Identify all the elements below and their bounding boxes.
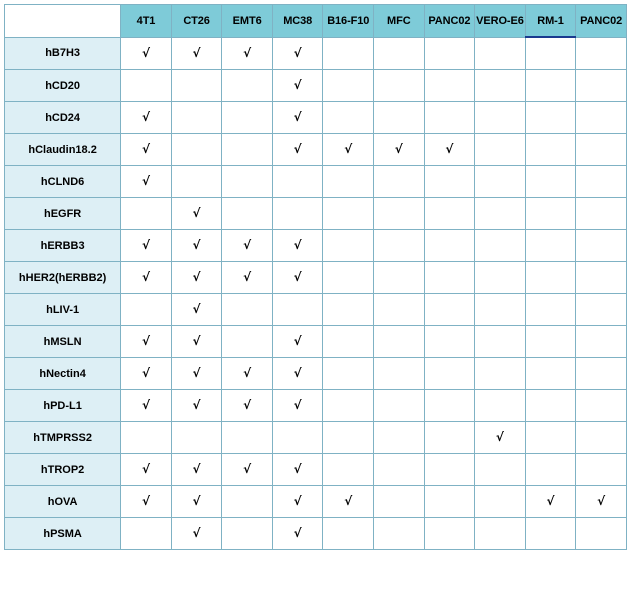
matrix-cell-marked	[121, 454, 172, 486]
check-mark-icon: √	[141, 110, 150, 124]
matrix-cell-empty	[222, 486, 273, 518]
check-mark-icon: √	[192, 494, 201, 508]
row-header: hLIV-1	[5, 294, 121, 326]
matrix-cell-marked	[272, 230, 323, 262]
matrix-cell-marked	[272, 390, 323, 422]
check-mark-icon: √	[192, 302, 201, 316]
check-mark-icon: √	[293, 238, 302, 252]
matrix-cell-empty	[374, 37, 425, 70]
matrix-cell-empty	[171, 422, 222, 454]
check-mark-icon: √	[293, 366, 302, 380]
matrix-cell-marked	[424, 134, 475, 166]
table-row	[5, 37, 627, 70]
matrix-cell-marked	[171, 198, 222, 230]
matrix-cell-marked	[171, 358, 222, 390]
matrix-cell-empty	[424, 358, 475, 390]
matrix-cell-marked	[121, 230, 172, 262]
matrix-cell-empty	[374, 166, 425, 198]
matrix-cell-marked	[121, 486, 172, 518]
matrix-cell-empty	[525, 358, 576, 390]
matrix-cell-empty	[475, 70, 526, 102]
matrix-cell-empty	[576, 37, 627, 70]
check-mark-icon: √	[192, 334, 201, 348]
row-header: hERBB3	[5, 230, 121, 262]
check-mark-icon: √	[192, 238, 201, 252]
matrix-cell-empty	[576, 294, 627, 326]
row-header: hCD20	[5, 70, 121, 102]
matrix-cell-marked	[272, 134, 323, 166]
matrix-cell-empty	[323, 454, 374, 486]
matrix-cell-empty	[475, 37, 526, 70]
matrix-cell-empty	[323, 262, 374, 294]
table-body	[5, 37, 627, 550]
matrix-cell-empty	[121, 70, 172, 102]
matrix-cell-marked	[171, 37, 222, 70]
matrix-cell-empty	[323, 422, 374, 454]
matrix-cell-empty	[424, 70, 475, 102]
matrix-cell-empty	[525, 326, 576, 358]
check-mark-icon: √	[293, 45, 302, 60]
matrix-cell-empty	[475, 518, 526, 550]
matrix-cell-empty	[424, 37, 475, 70]
matrix-cell-empty	[576, 102, 627, 134]
matrix-cell-empty	[424, 262, 475, 294]
matrix-cell-empty	[475, 390, 526, 422]
matrix-cell-marked	[171, 454, 222, 486]
row-header: hPD-L1	[5, 390, 121, 422]
column-header: PANC02	[576, 5, 627, 38]
matrix-cell-empty	[576, 454, 627, 486]
matrix-cell-marked	[121, 134, 172, 166]
check-mark-icon: √	[293, 398, 302, 412]
matrix-cell-empty	[171, 70, 222, 102]
check-mark-icon: √	[344, 142, 353, 156]
matrix-cell-empty	[424, 230, 475, 262]
matrix-cell-empty	[424, 454, 475, 486]
column-header: MC38	[272, 5, 323, 38]
matrix-cell-empty	[475, 102, 526, 134]
check-mark-icon: √	[293, 334, 302, 348]
matrix-cell-empty	[424, 486, 475, 518]
matrix-cell-empty	[121, 518, 172, 550]
check-mark-icon: √	[243, 270, 252, 284]
table-row	[5, 230, 627, 262]
check-mark-icon: √	[141, 45, 150, 60]
check-mark-icon: √	[141, 174, 150, 188]
matrix-cell-empty	[323, 518, 374, 550]
row-header: hEGFR	[5, 198, 121, 230]
table-row	[5, 518, 627, 550]
matrix-cell-empty	[222, 518, 273, 550]
check-mark-icon: √	[243, 45, 252, 60]
matrix-cell-empty	[576, 326, 627, 358]
table-row	[5, 326, 627, 358]
matrix-cell-marked	[121, 358, 172, 390]
matrix-cell-empty	[374, 486, 425, 518]
row-header: hMSLN	[5, 326, 121, 358]
matrix-cell-empty	[374, 198, 425, 230]
matrix-cell-marked	[222, 390, 273, 422]
matrix-cell-empty	[424, 198, 475, 230]
matrix-cell-empty	[374, 454, 425, 486]
matrix-cell-empty	[323, 326, 374, 358]
matrix-cell-empty	[525, 102, 576, 134]
row-header: hCD24	[5, 102, 121, 134]
row-header: hTROP2	[5, 454, 121, 486]
check-mark-icon: √	[192, 526, 201, 540]
matrix-cell-marked	[121, 102, 172, 134]
check-mark-icon: √	[192, 206, 201, 220]
matrix-cell-empty	[576, 198, 627, 230]
matrix-cell-empty	[171, 134, 222, 166]
matrix-cell-marked	[272, 486, 323, 518]
check-mark-icon: √	[243, 238, 252, 252]
table-header	[5, 5, 627, 38]
matrix-cell-marked	[222, 454, 273, 486]
check-mark-icon: √	[293, 462, 302, 476]
table-row	[5, 486, 627, 518]
check-mark-icon: √	[445, 142, 454, 156]
matrix-cell-marked	[171, 390, 222, 422]
column-header: 4T1	[121, 5, 172, 38]
matrix-cell-marked	[272, 70, 323, 102]
matrix-cell-empty	[222, 70, 273, 102]
matrix-cell-empty	[525, 422, 576, 454]
matrix-cell-empty	[323, 390, 374, 422]
matrix-cell-marked	[272, 518, 323, 550]
matrix-cell-empty	[475, 262, 526, 294]
check-mark-icon: √	[141, 494, 150, 508]
matrix-cell-marked	[171, 486, 222, 518]
matrix-cell-empty	[424, 294, 475, 326]
matrix-cell-empty	[525, 454, 576, 486]
matrix-cell-empty	[222, 102, 273, 134]
table-row	[5, 198, 627, 230]
matrix-cell-empty	[525, 262, 576, 294]
matrix-cell-marked	[323, 486, 374, 518]
row-header: hB7H3	[5, 37, 121, 70]
matrix-cell-empty	[323, 70, 374, 102]
check-mark-icon: √	[293, 494, 302, 508]
row-header: hPSMA	[5, 518, 121, 550]
check-mark-icon: √	[293, 142, 302, 156]
matrix-cell-marked	[121, 166, 172, 198]
matrix-cell-empty	[374, 294, 425, 326]
check-mark-icon: √	[243, 462, 252, 476]
table-row	[5, 294, 627, 326]
matrix-cell-empty	[525, 294, 576, 326]
matrix-cell-empty	[222, 198, 273, 230]
matrix-cell-empty	[222, 166, 273, 198]
matrix-cell-empty	[374, 390, 425, 422]
matrix-cell-marked	[121, 37, 172, 70]
matrix-cell-empty	[525, 198, 576, 230]
matrix-cell-empty	[323, 358, 374, 390]
matrix-cell-empty	[323, 198, 374, 230]
matrix-cell-marked	[272, 326, 323, 358]
matrix-cell-empty	[323, 230, 374, 262]
matrix-cell-empty	[374, 518, 425, 550]
check-mark-icon: √	[141, 238, 150, 252]
check-mark-icon: √	[495, 430, 504, 444]
column-header: B16-F10	[323, 5, 374, 38]
table-row	[5, 102, 627, 134]
matrix-cell-empty	[475, 486, 526, 518]
matrix-cell-empty	[222, 422, 273, 454]
matrix-cell-marked	[475, 422, 526, 454]
column-header: EMT6	[222, 5, 273, 38]
matrix-cell-empty	[374, 102, 425, 134]
matrix-cell-empty	[424, 390, 475, 422]
matrix-cell-empty	[424, 166, 475, 198]
matrix-cell-empty	[576, 230, 627, 262]
matrix-cell-empty	[121, 198, 172, 230]
matrix-cell-marked	[272, 262, 323, 294]
matrix-cell-empty	[525, 390, 576, 422]
matrix-cell-empty	[374, 70, 425, 102]
check-mark-icon: √	[293, 526, 302, 540]
table-row	[5, 166, 627, 198]
matrix-cell-empty	[272, 294, 323, 326]
matrix-cell-empty	[222, 294, 273, 326]
matrix-cell-empty	[525, 37, 576, 70]
matrix-cell-marked	[576, 486, 627, 518]
matrix-cell-empty	[525, 230, 576, 262]
matrix-cell-marked	[323, 134, 374, 166]
check-mark-icon: √	[141, 366, 150, 380]
table-row	[5, 422, 627, 454]
check-mark-icon: √	[597, 494, 606, 508]
check-mark-icon: √	[141, 270, 150, 284]
matrix-cell-empty	[576, 518, 627, 550]
table-row	[5, 390, 627, 422]
matrix-cell-empty	[475, 326, 526, 358]
matrix-cell-empty	[272, 166, 323, 198]
check-mark-icon: √	[546, 494, 555, 508]
check-mark-icon: √	[141, 398, 150, 412]
matrix-cell-empty	[475, 358, 526, 390]
matrix-cell-empty	[475, 198, 526, 230]
matrix-cell-marked	[222, 358, 273, 390]
check-mark-icon: √	[293, 110, 302, 124]
matrix-cell-marked	[171, 230, 222, 262]
matrix-cell-empty	[576, 422, 627, 454]
matrix-cell-marked	[272, 37, 323, 70]
check-mark-icon: √	[192, 398, 201, 412]
check-mark-icon: √	[192, 45, 201, 60]
column-header: RM-1	[525, 5, 576, 38]
matrix-cell-marked	[222, 37, 273, 70]
check-mark-icon: √	[243, 398, 252, 412]
matrix-cell-empty	[374, 422, 425, 454]
row-header: hHER2(hERBB2)	[5, 262, 121, 294]
table-row	[5, 454, 627, 486]
check-mark-icon: √	[141, 142, 150, 156]
column-header: VERO-E6	[475, 5, 526, 38]
matrix-cell-empty	[323, 37, 374, 70]
matrix-cell-empty	[121, 422, 172, 454]
matrix-cell-empty	[171, 102, 222, 134]
matrix-cell-marked	[121, 390, 172, 422]
matrix-cell-marked	[272, 454, 323, 486]
matrix-cell-empty	[323, 166, 374, 198]
check-mark-icon: √	[243, 366, 252, 380]
matrix-cell-empty	[475, 454, 526, 486]
matrix-cell-empty	[222, 326, 273, 358]
corner-cell	[5, 5, 121, 38]
check-mark-icon: √	[293, 270, 302, 284]
matrix-cell-marked	[121, 326, 172, 358]
matrix-cell-empty	[576, 166, 627, 198]
matrix-cell-empty	[525, 518, 576, 550]
matrix-cell-empty	[475, 294, 526, 326]
column-header: CT26	[171, 5, 222, 38]
matrix-cell-marked	[171, 262, 222, 294]
matrix-cell-empty	[424, 102, 475, 134]
matrix-cell-empty	[475, 230, 526, 262]
matrix-cell-empty	[323, 102, 374, 134]
matrix-cell-marked	[222, 262, 273, 294]
matrix-cell-marked	[374, 134, 425, 166]
matrix-cell-empty	[475, 166, 526, 198]
matrix-cell-marked	[272, 102, 323, 134]
matrix-cell-marked	[171, 294, 222, 326]
matrix-cell-empty	[272, 198, 323, 230]
matrix-cell-empty	[424, 422, 475, 454]
matrix-cell-empty	[525, 166, 576, 198]
matrix-cell-marked	[121, 262, 172, 294]
check-mark-icon: √	[293, 78, 302, 92]
matrix-cell-empty	[374, 262, 425, 294]
row-header: hTMPRSS2	[5, 422, 121, 454]
check-mark-icon: √	[141, 462, 150, 476]
matrix-cell-empty	[525, 134, 576, 166]
check-mark-icon: √	[192, 366, 201, 380]
matrix-cell-marked	[272, 358, 323, 390]
matrix-cell-empty	[424, 326, 475, 358]
matrix-cell-marked	[171, 518, 222, 550]
matrix-cell-empty	[576, 358, 627, 390]
matrix-cell-empty	[272, 422, 323, 454]
matrix-cell-empty	[171, 166, 222, 198]
header-row	[5, 5, 627, 38]
matrix-cell-empty	[525, 70, 576, 102]
matrix-cell-empty	[323, 294, 374, 326]
table-row	[5, 134, 627, 166]
matrix-cell-marked	[171, 326, 222, 358]
column-header: MFC	[374, 5, 425, 38]
column-header: PANC02	[424, 5, 475, 38]
table-row	[5, 358, 627, 390]
matrix-cell-empty	[222, 134, 273, 166]
matrix-cell-empty	[374, 230, 425, 262]
row-header: hClaudin18.2	[5, 134, 121, 166]
row-header: hCLND6	[5, 166, 121, 198]
table-row	[5, 262, 627, 294]
check-mark-icon: √	[192, 462, 201, 476]
matrix-cell-empty	[424, 518, 475, 550]
matrix-cell-empty	[576, 390, 627, 422]
matrix-cell-empty	[576, 70, 627, 102]
matrix-cell-empty	[374, 358, 425, 390]
matrix-cell-empty	[374, 326, 425, 358]
table-row	[5, 70, 627, 102]
matrix-cell-empty	[475, 134, 526, 166]
matrix-cell-empty	[576, 134, 627, 166]
check-mark-icon: √	[344, 494, 353, 508]
check-mark-icon: √	[141, 334, 150, 348]
matrix-cell-empty	[576, 262, 627, 294]
matrix-cell-marked	[222, 230, 273, 262]
matrix-table	[4, 4, 627, 550]
check-mark-icon: √	[192, 270, 201, 284]
check-mark-icon: √	[394, 142, 403, 156]
matrix-cell-empty	[121, 294, 172, 326]
row-header: hOVA	[5, 486, 121, 518]
row-header: hNectin4	[5, 358, 121, 390]
matrix-cell-marked	[525, 486, 576, 518]
